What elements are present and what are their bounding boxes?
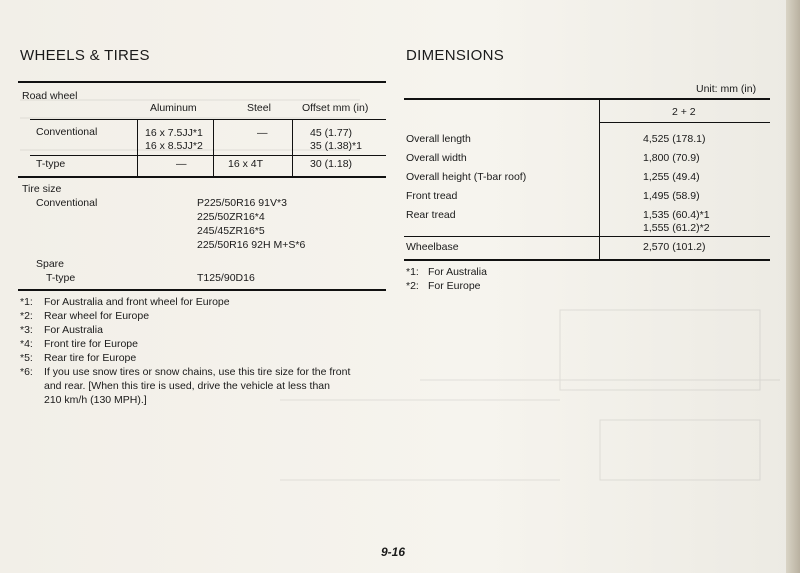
unit-label: Unit: mm (in): [696, 83, 757, 95]
wheel-note-1: For Australia and front wheel for Europe: [44, 296, 230, 308]
col-aluminum: Aluminum: [150, 102, 197, 114]
dim-note-2: For Europe: [428, 280, 481, 292]
col-offset: Offset mm (in): [302, 102, 369, 114]
wheel-note-4-mark: *4:: [20, 338, 33, 350]
page-number: 9-16: [381, 545, 406, 559]
dimensions-heading: DIMENSIONS: [406, 47, 505, 64]
wheel-col-divider-2: [213, 119, 214, 176]
dim-wheelbase-label: Wheelbase: [406, 241, 459, 253]
dimensions-col-header: 2 + 2: [672, 106, 696, 118]
dimensions-bottom-rule: [404, 259, 770, 261]
wheel-header-rule: [30, 119, 386, 120]
spare-label: Spare: [36, 258, 65, 270]
tire-size-1: P225/50R16 91V*3: [197, 197, 287, 209]
dim-overall-height-value: 1,255 (49.4): [643, 171, 700, 183]
wheel-note-3-mark: *3:: [20, 324, 33, 336]
road-wheel-label: Road wheel: [22, 90, 78, 102]
dim-overall-width-label: Overall width: [406, 152, 467, 164]
dimensions-top-rule: [404, 98, 770, 100]
conventional-aluminum-2: 16 x 8.5JJ*2: [145, 140, 203, 152]
wheel-note-3: For Australia: [44, 324, 103, 336]
ttype-offset: 30 (1.18): [310, 158, 353, 170]
conventional-aluminum-1: 16 x 7.5JJ*1: [145, 127, 203, 139]
wheel-note-5-mark: *5:: [20, 352, 33, 364]
conventional-offset-2: 35 (1.38)*1: [310, 140, 362, 152]
tire-size-3: 245/45ZR16*5: [197, 225, 265, 237]
tire-bottom-rule: [18, 289, 386, 291]
wheel-row-rule: [30, 155, 386, 156]
wheel-col-divider-3: [292, 119, 293, 176]
dim-overall-length-value: 4,525 (178.1): [643, 133, 706, 145]
tire-size-4: 225/50R16 92H M+S*6: [197, 239, 306, 251]
col-steel: Steel: [247, 102, 271, 114]
wheel-note-6-mark: *6:: [20, 366, 33, 378]
book-spine-edge: [786, 0, 800, 573]
spare-type-label: T-type: [46, 272, 76, 284]
dim-rear-tread-value-1: 1,535 (60.4)*1: [643, 209, 710, 221]
ttype-steel: 16 x 4T: [228, 158, 264, 170]
dim-note-1-mark: *1:: [406, 266, 419, 278]
wheel-note-6-cont-2: 210 km/h (130 MPH).]: [44, 394, 147, 406]
wheel-note-1-mark: *1:: [20, 296, 33, 308]
wheels-top-rule: [18, 81, 386, 83]
spare-tire-size: T125/90D16: [197, 272, 255, 284]
dim-overall-height-label: Overall height (T-bar roof): [406, 171, 527, 183]
wheel-note-2: Rear wheel for Europe: [44, 310, 150, 322]
dim-overall-length-label: Overall length: [406, 133, 471, 145]
wheel-col-divider-1: [137, 119, 138, 176]
dim-note-2-mark: *2:: [406, 280, 419, 292]
dimensions-row-rule: [404, 236, 770, 237]
ttype-aluminum: —: [176, 158, 187, 170]
row-conventional-label: Conventional: [36, 126, 98, 138]
tire-size-label: Tire size: [22, 183, 62, 195]
wheel-note-2-mark: *2:: [20, 310, 33, 322]
wheel-note-6-cont-1: and rear. [When this tire is used, drive the vehicle at less than: [44, 380, 330, 392]
dim-rear-tread-value-2: 1,555 (61.2)*2: [643, 222, 710, 234]
tire-conventional-label: Conventional: [36, 197, 98, 209]
wheels-tires-heading: WHEELS & TIRES: [20, 47, 150, 64]
dim-front-tread-value: 1,495 (58.9): [643, 190, 700, 202]
wheel-note-4: Front tire for Europe: [44, 338, 138, 350]
dim-wheelbase-value: 2,570 (101.2): [643, 241, 706, 253]
wheel-note-6: If you use snow tires or snow chains, use this tire size for the front: [44, 366, 351, 378]
conventional-offset-1: 45 (1.77): [310, 127, 353, 139]
dim-rear-tread-label: Rear tread: [406, 209, 456, 221]
row-ttype-label: T-type: [36, 158, 66, 170]
dimensions-header-rule: [600, 122, 770, 123]
wheel-bottom-rule: [18, 176, 386, 178]
wheel-note-5: Rear tire for Europe: [44, 352, 137, 364]
conventional-steel: —: [257, 127, 268, 139]
dim-front-tread-label: Front tread: [406, 190, 458, 202]
tire-size-2: 225/50ZR16*4: [197, 211, 265, 223]
dim-overall-width-value: 1,800 (70.9): [643, 152, 700, 164]
dim-note-1: For Australia: [428, 266, 487, 278]
